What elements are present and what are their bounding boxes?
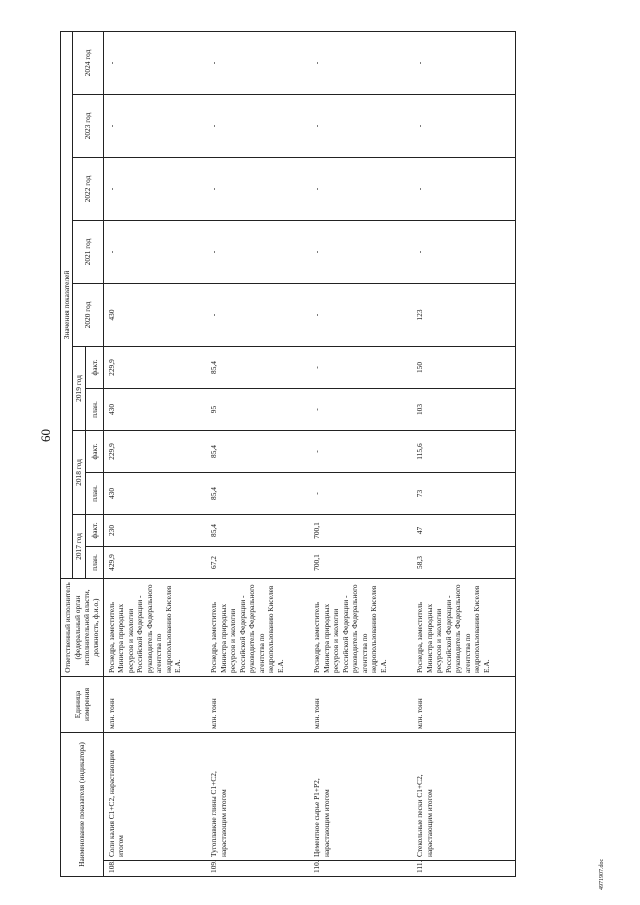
value-2021: - bbox=[309, 221, 412, 284]
fact-2018: 229,9 bbox=[103, 431, 206, 473]
unit-cell: млн. тонн bbox=[103, 677, 206, 733]
plan-2019: - bbox=[309, 389, 412, 431]
header-responsible: Ответственный исполнитель (федеральный орган исполнительной власти, должность, ф.и.о.) bbox=[61, 579, 104, 677]
plan-2019: 430 bbox=[103, 389, 206, 431]
row-number: 109. bbox=[206, 861, 309, 877]
fact-2017: 85,4 bbox=[206, 515, 309, 547]
footer-filename: 4971907.doc bbox=[599, 858, 605, 890]
fact-2018: - bbox=[309, 431, 412, 473]
table-header bbox=[61, 31, 104, 876]
plan-2017: 58,3 bbox=[412, 547, 515, 579]
fact-2018: 85,4 bbox=[206, 431, 309, 473]
value-2021: - bbox=[206, 221, 309, 284]
unit-cell: млн. тонн bbox=[412, 677, 515, 733]
responsible-cell: Роснедра, заместитель Министра природных ресурсов и экологии Российской Федерации - руководитель Федерального агентства по недропользованию Киселев Е.А. bbox=[309, 579, 412, 677]
responsible-cell: Роснедра, заместитель Министра природных ресурсов и экологии Российской Федерации - руководитель Федерального агентства по недропользованию Киселев Е.А. bbox=[206, 579, 309, 677]
row-number: 111. bbox=[412, 861, 515, 877]
responsible-cell: Роснедра, заместитель Министра природных ресурсов и экологии Российской Федерации - руководитель Федерального агентства по недропользованию Киселев Е.А. bbox=[412, 579, 515, 677]
indicator-name: Соли калия С1+С2, нарастающим итогом bbox=[103, 733, 206, 861]
header-2018-fact: факт. bbox=[85, 431, 103, 473]
value-2023: - bbox=[206, 95, 309, 158]
value-2022: - bbox=[206, 158, 309, 221]
header-2019-fact: факт. bbox=[85, 347, 103, 389]
indicators-table-container bbox=[60, 32, 612, 877]
indicator-name: Цементное сырье Р1+Р2, нарастающим итогом bbox=[309, 733, 412, 861]
value-2020: 430 bbox=[103, 284, 206, 347]
header-2024: 2024 год bbox=[73, 31, 103, 94]
fact-2017: 47 bbox=[412, 515, 515, 547]
value-2024: - bbox=[206, 31, 309, 94]
page-number: 60 bbox=[38, 429, 53, 442]
header-2017: 2017 год bbox=[73, 515, 85, 579]
header-2018: 2018 год bbox=[73, 431, 85, 515]
header-2018-plan: план. bbox=[85, 473, 103, 515]
value-2023: - bbox=[103, 95, 206, 158]
value-2023: - bbox=[412, 95, 515, 158]
plan-2019: 103 bbox=[412, 389, 515, 431]
header-unit: Единица измерения bbox=[61, 677, 104, 733]
header-2019: 2019 год bbox=[73, 347, 85, 431]
fact-2017: 230 bbox=[103, 515, 206, 547]
header-2022: 2022 год bbox=[73, 158, 103, 221]
fact-2019: 85,4 bbox=[206, 347, 309, 389]
plan-2017: 67,2 bbox=[206, 547, 309, 579]
value-2024: - bbox=[309, 31, 412, 94]
table-row bbox=[103, 31, 206, 876]
header-2023: 2023 год bbox=[73, 95, 103, 158]
plan-2017: 429,9 bbox=[103, 547, 206, 579]
plan-2017: 700,1 bbox=[309, 547, 412, 579]
header-2017-plan: план. bbox=[85, 547, 103, 579]
value-2020: 123 bbox=[412, 284, 515, 347]
indicators-table bbox=[60, 31, 516, 877]
value-2022: - bbox=[103, 158, 206, 221]
fact-2018: 115,6 bbox=[412, 431, 515, 473]
table-row bbox=[206, 31, 309, 876]
value-2024: - bbox=[103, 31, 206, 94]
value-2022: - bbox=[412, 158, 515, 221]
unit-cell: млн. тонн bbox=[309, 677, 412, 733]
indicator-name: Стекольные пески С1+С2, нарастающим итогом bbox=[412, 733, 515, 861]
header-values: Значения показателей bbox=[61, 31, 73, 578]
table-row bbox=[412, 31, 515, 876]
table-body bbox=[103, 31, 515, 876]
value-2021: - bbox=[103, 221, 206, 284]
fact-2017: 700,1 bbox=[309, 515, 412, 547]
value-2020: - bbox=[206, 284, 309, 347]
plan-2018: 85,4 bbox=[206, 473, 309, 515]
responsible-cell: Роснедра, заместитель Министра природных ресурсов и экологии Российской Федерации - руководитель Федерального агентства по недропользованию Киселев Е.А. bbox=[103, 579, 206, 677]
header-2019-plan: план. bbox=[85, 389, 103, 431]
header-name: Наименование показателя (индикатора) bbox=[61, 733, 104, 877]
fact-2019: 229,9 bbox=[103, 347, 206, 389]
header-2017-fact: факт. bbox=[85, 515, 103, 547]
row-number: 108. bbox=[103, 861, 206, 877]
value-2021: - bbox=[412, 221, 515, 284]
header-2021: 2021 год bbox=[73, 221, 103, 284]
plan-2018: 73 bbox=[412, 473, 515, 515]
fact-2019: 150 bbox=[412, 347, 515, 389]
fact-2019: - bbox=[309, 347, 412, 389]
table-row bbox=[309, 31, 412, 876]
plan-2018: 430 bbox=[103, 473, 206, 515]
plan-2019: 95 bbox=[206, 389, 309, 431]
indicator-name: Тугоплавкие глины С1+С2, нарастающим итогом bbox=[206, 733, 309, 861]
unit-cell: млн. тонн bbox=[206, 677, 309, 733]
plan-2018: - bbox=[309, 473, 412, 515]
value-2024: - bbox=[412, 31, 515, 94]
header-2020: 2020 год bbox=[73, 284, 103, 347]
value-2022: - bbox=[309, 158, 412, 221]
value-2023: - bbox=[309, 95, 412, 158]
row-number: 110. bbox=[309, 861, 412, 877]
value-2020: - bbox=[309, 284, 412, 347]
